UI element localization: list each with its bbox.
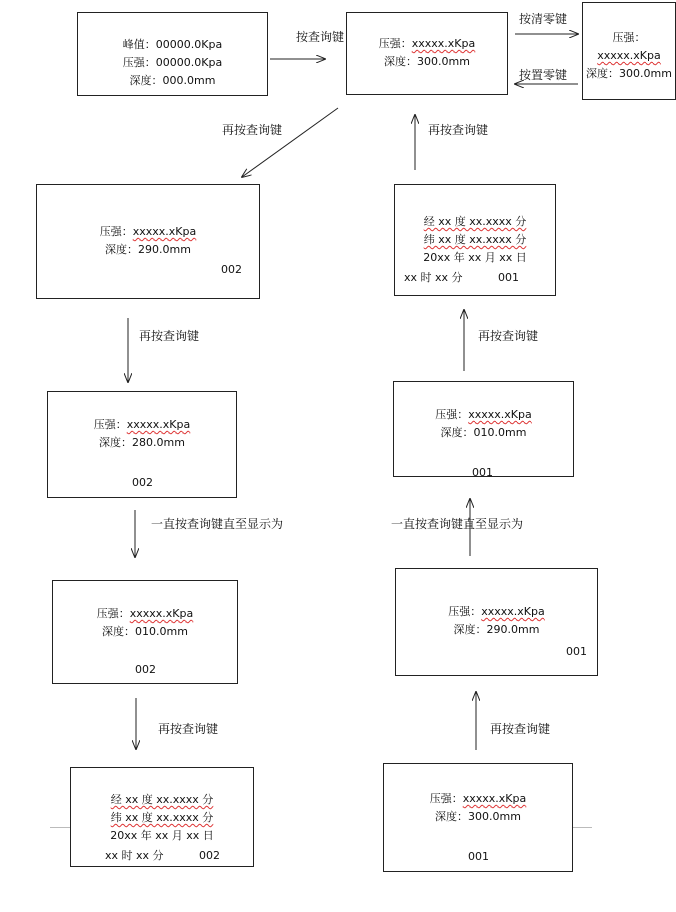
depth-line: 深度：300.0mm xyxy=(384,55,470,68)
pressure-value-line: xxxxx.xKpa xyxy=(597,49,661,62)
arrow-main-to-left290 xyxy=(242,108,338,177)
label-press-query: 按查询键 xyxy=(296,30,345,44)
right-depth-010-box xyxy=(393,381,574,477)
pressure-line: 压强：xxxxx.xKpa xyxy=(435,408,532,421)
right-depth-290-box xyxy=(395,568,598,676)
depth-line: 深度：290.0mm xyxy=(105,243,191,256)
sequence-number: 001 xyxy=(468,850,489,863)
date-line: 20xx 年 xx 月 xx 日 xyxy=(423,251,527,264)
label-hold-query-right: 一直按查询键直至显示为 xyxy=(391,517,524,531)
peak-line: 峰值：00000.0Kpa xyxy=(122,38,223,51)
depth-line: 深度：010.0mm xyxy=(102,625,188,638)
divider-right xyxy=(572,827,592,828)
left-depth-280-box xyxy=(47,391,237,498)
label-again-query-gps-main: 再按查询键 xyxy=(428,123,489,137)
pressure-line: 压强：xxxxx.xKpa xyxy=(429,792,527,805)
time-line: xx 时 xx 分 xyxy=(105,849,164,862)
sequence-number: 002 xyxy=(199,849,220,862)
divider-left xyxy=(50,827,70,828)
left-depth-290-box xyxy=(36,184,260,299)
pressure-line: 压强：xxxxx.xKpa xyxy=(96,607,194,620)
pressure-line: 压强：xxxxx.xKpa xyxy=(99,225,197,238)
latitude-line: 纬 xx 度 xx.xxxx 分 xyxy=(110,811,214,824)
depth-line: 深度：000.0mm xyxy=(129,74,216,87)
time-line: xx 时 xx 分 xyxy=(404,271,463,284)
longitude-line: 经 xx 度 xx.xxxx 分 xyxy=(110,793,214,806)
label-press-set-zero: 按置零键 xyxy=(519,68,568,82)
left-depth-010-box xyxy=(52,580,238,684)
label-press-clear-zero: 按清零键 xyxy=(519,12,568,26)
left-gps-box xyxy=(70,767,254,867)
depth-line: 深度：280.0mm xyxy=(99,436,185,449)
depth-line: 深度：290.0mm xyxy=(453,623,540,636)
zero-screen-box xyxy=(582,2,676,100)
label-again-query-left-010: 再按查询键 xyxy=(158,722,219,736)
label-hold-query-left: 一直按查询键直至显示为 xyxy=(151,517,284,531)
label-again-query-main-left: 再按查询键 xyxy=(222,123,283,137)
sequence-number: 001 xyxy=(566,645,587,658)
longitude-line: 经 xx 度 xx.xxxx 分 xyxy=(423,215,527,228)
pressure-line: 压强：xxxxx.xKpa xyxy=(378,37,476,50)
depth-line: 深度：300.0mm xyxy=(435,810,521,823)
depth-line: 深度：010.0mm xyxy=(440,426,527,439)
sequence-number: 002 xyxy=(221,263,242,276)
right-depth-300-box xyxy=(383,763,573,872)
label-again-query-left-290: 再按查询键 xyxy=(139,329,200,343)
right-gps-box xyxy=(394,184,556,296)
pressure-label-line: 压强： xyxy=(612,31,646,44)
date-line: 20xx 年 xx 月 xx 日 xyxy=(110,829,214,842)
start-screen-box xyxy=(77,12,268,96)
pressure-line: 压强：xxxxx.xKpa xyxy=(93,418,191,431)
sequence-number: 001 xyxy=(498,271,519,284)
depth-line: 深度：300.0mm xyxy=(586,67,672,80)
sequence-number: 002 xyxy=(135,663,156,676)
sequence-number: 002 xyxy=(132,476,153,489)
label-again-query-right-300: 再按查询键 xyxy=(490,722,551,736)
pressure-line: 压强：00000.0Kpa xyxy=(122,56,223,69)
label-again-query-right-010: 再按查询键 xyxy=(478,329,539,343)
main-screen-box xyxy=(346,12,508,95)
latitude-line: 纬 xx 度 xx.xxxx 分 xyxy=(423,233,527,246)
pressure-line: 压强：xxxxx.xKpa xyxy=(448,605,545,618)
sequence-number: 001 xyxy=(472,466,493,477)
